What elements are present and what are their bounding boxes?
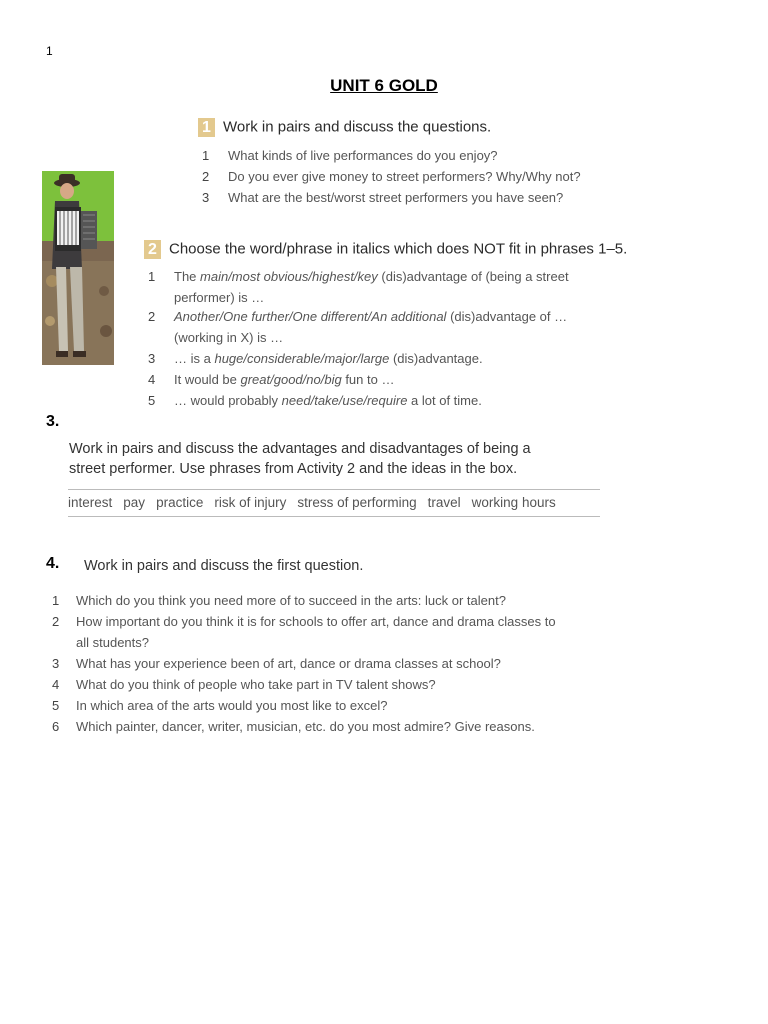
- word-box-item: working hours: [471, 495, 556, 510]
- item-number: 3: [52, 656, 60, 671]
- item-text: Which do you think you need more of to succeed in the arts: luck or talent?: [76, 593, 506, 608]
- item-number: 2: [202, 169, 210, 184]
- item-text: It would be: [174, 372, 241, 387]
- exercise-2-heading: [144, 240, 627, 259]
- item-text: (dis)advantage of (being a street: [377, 269, 569, 284]
- list-item: [52, 716, 612, 737]
- word-box: [68, 489, 600, 517]
- word-box-item: risk of injury: [214, 495, 287, 510]
- item-text: (dis)advantage of …: [446, 309, 568, 324]
- word-box-item: travel: [427, 495, 461, 510]
- item-number: 1: [148, 269, 156, 284]
- list-item: [202, 166, 581, 187]
- italic-options: main/most obvious/highest/key: [200, 269, 378, 284]
- item-text: … is a: [174, 351, 215, 366]
- exercise-1-list: [202, 145, 581, 208]
- street-performer-accordion-icon: [42, 171, 114, 365]
- page-number: 1: [46, 44, 53, 58]
- italic-options: Another/One further/One different/An additional: [174, 309, 447, 324]
- item-text: all students?: [76, 635, 149, 650]
- item-text: Which painter, dancer, writer, musician, etc. do you most admire? Give reasons.: [76, 719, 535, 734]
- item-text: fun to …: [341, 372, 395, 387]
- item-number: 3: [202, 190, 210, 205]
- instruction-line: Work in pairs and discuss the advantages and disadvantages of being a: [69, 441, 531, 457]
- exercise-1-heading: [198, 118, 491, 137]
- exercise-2-instruction: Choose the word/phrase in italics which does NOT fit in phrases 1–5.: [169, 240, 628, 258]
- list-item: [52, 653, 612, 674]
- word-box-list: [68, 490, 600, 510]
- item-text: What kinds of live performances do you enjoy?: [228, 148, 498, 163]
- list-item: [148, 306, 618, 348]
- exercise-2-number: 2: [144, 240, 161, 259]
- list-item: [202, 145, 581, 166]
- item-text: a lot of time.: [407, 393, 482, 408]
- list-item: [148, 348, 618, 369]
- item-text: (dis)advantage.: [389, 351, 483, 366]
- word-box-item: pay: [123, 495, 146, 510]
- street-performer-photo: [42, 171, 114, 365]
- list-item: [202, 187, 581, 208]
- item-number: 5: [52, 698, 60, 713]
- italic-options: need/take/use/require: [281, 393, 408, 408]
- page-title: UNIT 6 GOLD: [330, 76, 438, 95]
- item-number: 5: [148, 393, 156, 408]
- item-text: What are the best/worst street performers you have seen?: [228, 190, 564, 205]
- italic-options: great/good/no/big: [240, 372, 342, 387]
- item-number: 3: [148, 351, 156, 366]
- exercise-4-list: [52, 590, 612, 737]
- exercise-3-instruction: [69, 439, 629, 479]
- list-item: [148, 266, 618, 308]
- list-item: [148, 369, 618, 390]
- list-item: [148, 390, 618, 411]
- exercise-1-instruction: Work in pairs and discuss the questions.: [223, 118, 492, 136]
- word-box-item: practice: [156, 495, 204, 510]
- item-number: 6: [52, 719, 60, 734]
- italic-options: huge/considerable/major/large: [214, 351, 390, 366]
- item-number: 2: [148, 309, 156, 324]
- item-number: 1: [52, 593, 60, 608]
- item-number: 1: [202, 148, 210, 163]
- list-item: [52, 695, 612, 716]
- list-item: [52, 590, 612, 611]
- exercise-4-number: 4.: [46, 555, 60, 572]
- exercise-3-number: 3.: [46, 413, 60, 430]
- exercise-4-instruction: Work in pairs and discuss the first question.: [84, 558, 364, 574]
- item-text: In which area of the arts would you most like to excel?: [76, 698, 388, 713]
- item-number: 2: [52, 614, 60, 629]
- list-item: [52, 611, 612, 653]
- item-text: What do you think of people who take part in TV talent shows?: [76, 677, 436, 692]
- word-box-item: interest: [68, 495, 113, 510]
- item-text: How important do you think it is for schools to offer art, dance and drama classes to: [76, 614, 556, 629]
- item-text: Do you ever give money to street performers? Why/Why not?: [228, 169, 581, 184]
- item-text: performer) is …: [174, 290, 265, 305]
- word-box-item: stress of performing: [297, 495, 417, 510]
- item-number: 4: [148, 372, 156, 387]
- list-item: [52, 674, 612, 695]
- item-number: 4: [52, 677, 60, 692]
- item-text: (working in X) is …: [174, 330, 284, 345]
- instruction-line: street performer. Use phrases from Activity 2 and the ideas in the box.: [69, 461, 518, 477]
- item-text: The: [174, 269, 201, 284]
- exercise-1-number: 1: [198, 118, 215, 137]
- item-text: What has your experience been of art, dance or drama classes at school?: [76, 656, 501, 671]
- item-text: … would probably: [174, 393, 282, 408]
- exercise-2-list: [148, 266, 618, 411]
